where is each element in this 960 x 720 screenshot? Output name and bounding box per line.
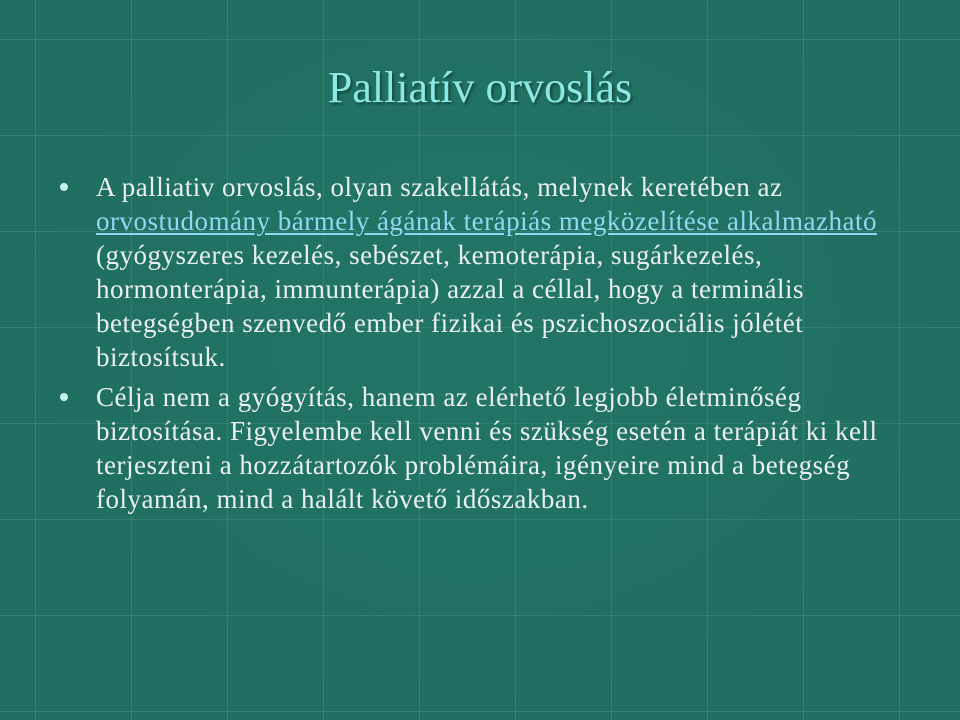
bullet-list: [60, 170, 900, 522]
bullet-2-text: Célja nem a gyógyítás, hanem az elérhető legjobb életminőség biztosítása. Figyelembe kell venni és szükség esetén a terápiát ki kell terjeszteni a hozzátartozók problémáira, igényeire mind a betegség folyamán, mind a halált követő időszakban.: [96, 382, 878, 514]
bullet-1-link[interactable]: orvostudomány bármely ágának terápiás megközelítése alkalmazható: [96, 206, 877, 236]
bullet-1-text-intro: A palliativ orvoslás, olyan szakellátás, melynek keretében az: [96, 172, 783, 202]
slide-title: Palliatív orvoslás: [327, 63, 633, 112]
bullet-item-1: [60, 170, 900, 374]
bullet-item-2: [60, 380, 900, 516]
bullet-1-text-rest: (gyógyszeres kezelés, sebészet, kemoterápia, sugárkezelés, hormonterápia, immunterápia) azzal a céllal, hogy a terminális betegségben szenvedő ember fizikai és pszichoszociális jólétét biztosítsuk.: [96, 240, 804, 372]
bullet-dot-icon: [60, 393, 68, 401]
bullet-dot-icon: [60, 183, 68, 191]
